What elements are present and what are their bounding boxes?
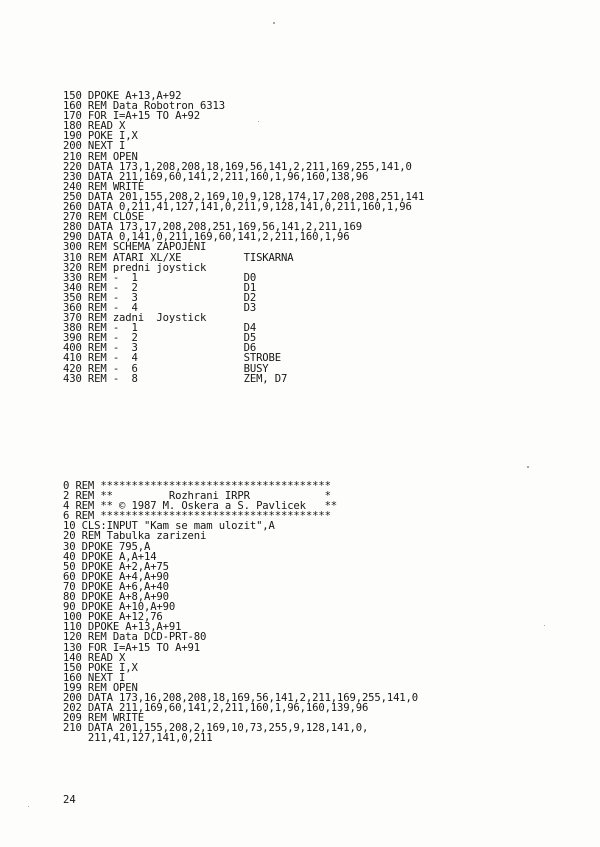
code-line: 320 REM predni joystick: [63, 261, 207, 274]
code-line: 130 FOR I=A+15 TO A+91: [63, 641, 201, 654]
code-line: 210 REM OPEN: [63, 150, 138, 163]
code-line: 140 READ X: [63, 651, 126, 664]
code-line: 380 REM - 1 D4: [63, 322, 257, 335]
code-line: 250 DATA 201,155,208,2,169,10,9,128,174,17,208,208,251,141: [63, 190, 425, 203]
code-line: 210 DATA 201,155,208,2,169,10,73,255,9,128,141,0,: [63, 722, 369, 735]
code-line: 410 REM - 4 STROBE: [63, 352, 281, 365]
code-line: 330 REM - 1 D0: [63, 271, 257, 284]
code-line: 420 REM - 6 BUSY: [63, 362, 269, 375]
code-line: 150 POKE I,X: [63, 661, 138, 674]
code-line: 120 REM Data DCD-PRT-80: [63, 631, 207, 644]
code-line: 200 DATA 173,16,208,208,18,169,56,141,2,211,169,255,141,0: [63, 691, 418, 704]
code-line: 370 REM zadni Joystick: [63, 312, 207, 325]
code-line: 202 DATA 211,169,60,141,2,211,160,1,96,160,139,96: [63, 702, 369, 715]
code-line: 400 REM - 3 D6: [63, 342, 257, 355]
code-line: 430 REM - 8 ZEM, D7: [63, 372, 288, 385]
code-line: 100 POKE A+12,76: [63, 611, 163, 624]
paper-speck: [273, 22, 275, 24]
code-line: 211,41,127,141,0,211: [63, 732, 213, 745]
code-line: 200 NEXT I: [63, 140, 126, 153]
code-line: 150 DPOKE A+13,A+92: [63, 90, 182, 102]
code-line: 199 REM OPEN: [63, 681, 138, 694]
code-line: 390 REM - 2 D5: [63, 332, 257, 345]
code-line: 4 REM ** © 1987 M. Oskera a S. Pavlicek **: [63, 500, 338, 513]
code-line: 209 REM WRITE: [63, 712, 144, 725]
paper-speck: [527, 466, 529, 468]
code-line: 280 DATA 173,17,208,208,251,169,56,141,2,211,169: [63, 221, 362, 234]
code-line: 6 REM *************************************: [63, 510, 331, 523]
code-line: 220 DATA 173,1,208,208,18,169,56,141,2,211,169,255,141,0: [63, 160, 412, 173]
code-line: 50 DPOKE A+2,A+75: [63, 560, 169, 573]
code-line: 170 FOR I=A+15 TO A+92: [63, 110, 201, 123]
code-line: 240 REM WRITE: [63, 180, 144, 193]
basic-listing-robotron: [63, 91, 424, 384]
code-line: 190 POKE I,X: [63, 130, 138, 143]
code-line: 230 DATA 211,169,60,141,2,211,160,1,96,160,138,96: [63, 170, 369, 183]
code-line: 30 DPOKE 795,A: [63, 540, 151, 553]
code-line: 160 NEXT I: [63, 671, 126, 684]
code-line: 300 REM SCHEMA ZAPOJENI: [63, 241, 207, 254]
paper-speck: [258, 121, 259, 122]
code-line: 340 REM - 2 D1: [63, 281, 257, 294]
code-line: 290 DATA 0,141,0,211,169,60,141,2,211,160,1,96: [63, 231, 350, 244]
code-line: 10 CLS:INPUT "Kam se mam ulozit",A: [63, 520, 275, 533]
code-line: 160 REM Data Robotron 6313: [63, 100, 225, 113]
code-line: 360 REM - 4 D3: [63, 301, 257, 314]
code-line: 180 READ X: [63, 120, 126, 133]
code-line: 90 DPOKE A+10,A+90: [63, 601, 176, 614]
code-line: 60 DPOKE A+4,A+90: [63, 570, 169, 583]
code-line: 350 REM - 3 D2: [63, 291, 257, 304]
code-line: 80 DPOKE A+8,A+90: [63, 591, 169, 604]
code-line: 20 REM Tabulka zarizeni: [63, 530, 207, 543]
code-line: 0 REM *************************************: [63, 480, 331, 492]
code-line: 2 REM ** Rozhrani IRPR *: [63, 490, 331, 503]
code-line: 40 DPOKE A,A+14: [63, 550, 157, 563]
code-line: 70 DPOKE A+6,A+40: [63, 580, 169, 593]
page-number: 24: [63, 794, 76, 806]
paper-speck: [28, 806, 29, 807]
code-line: 110 DPOKE A+13,A+91: [63, 621, 182, 634]
code-line: 310 REM ATARI XL/XE TISKARNA: [63, 251, 294, 264]
code-line: 260 DATA 0,211,41,127,141,0,211,9,128,141,0,211,160,1,96: [63, 201, 412, 214]
code-line: 270 REM CLOSE: [63, 211, 144, 224]
paper-speck: [544, 625, 545, 626]
basic-listing-irpr-interface: [63, 481, 418, 743]
